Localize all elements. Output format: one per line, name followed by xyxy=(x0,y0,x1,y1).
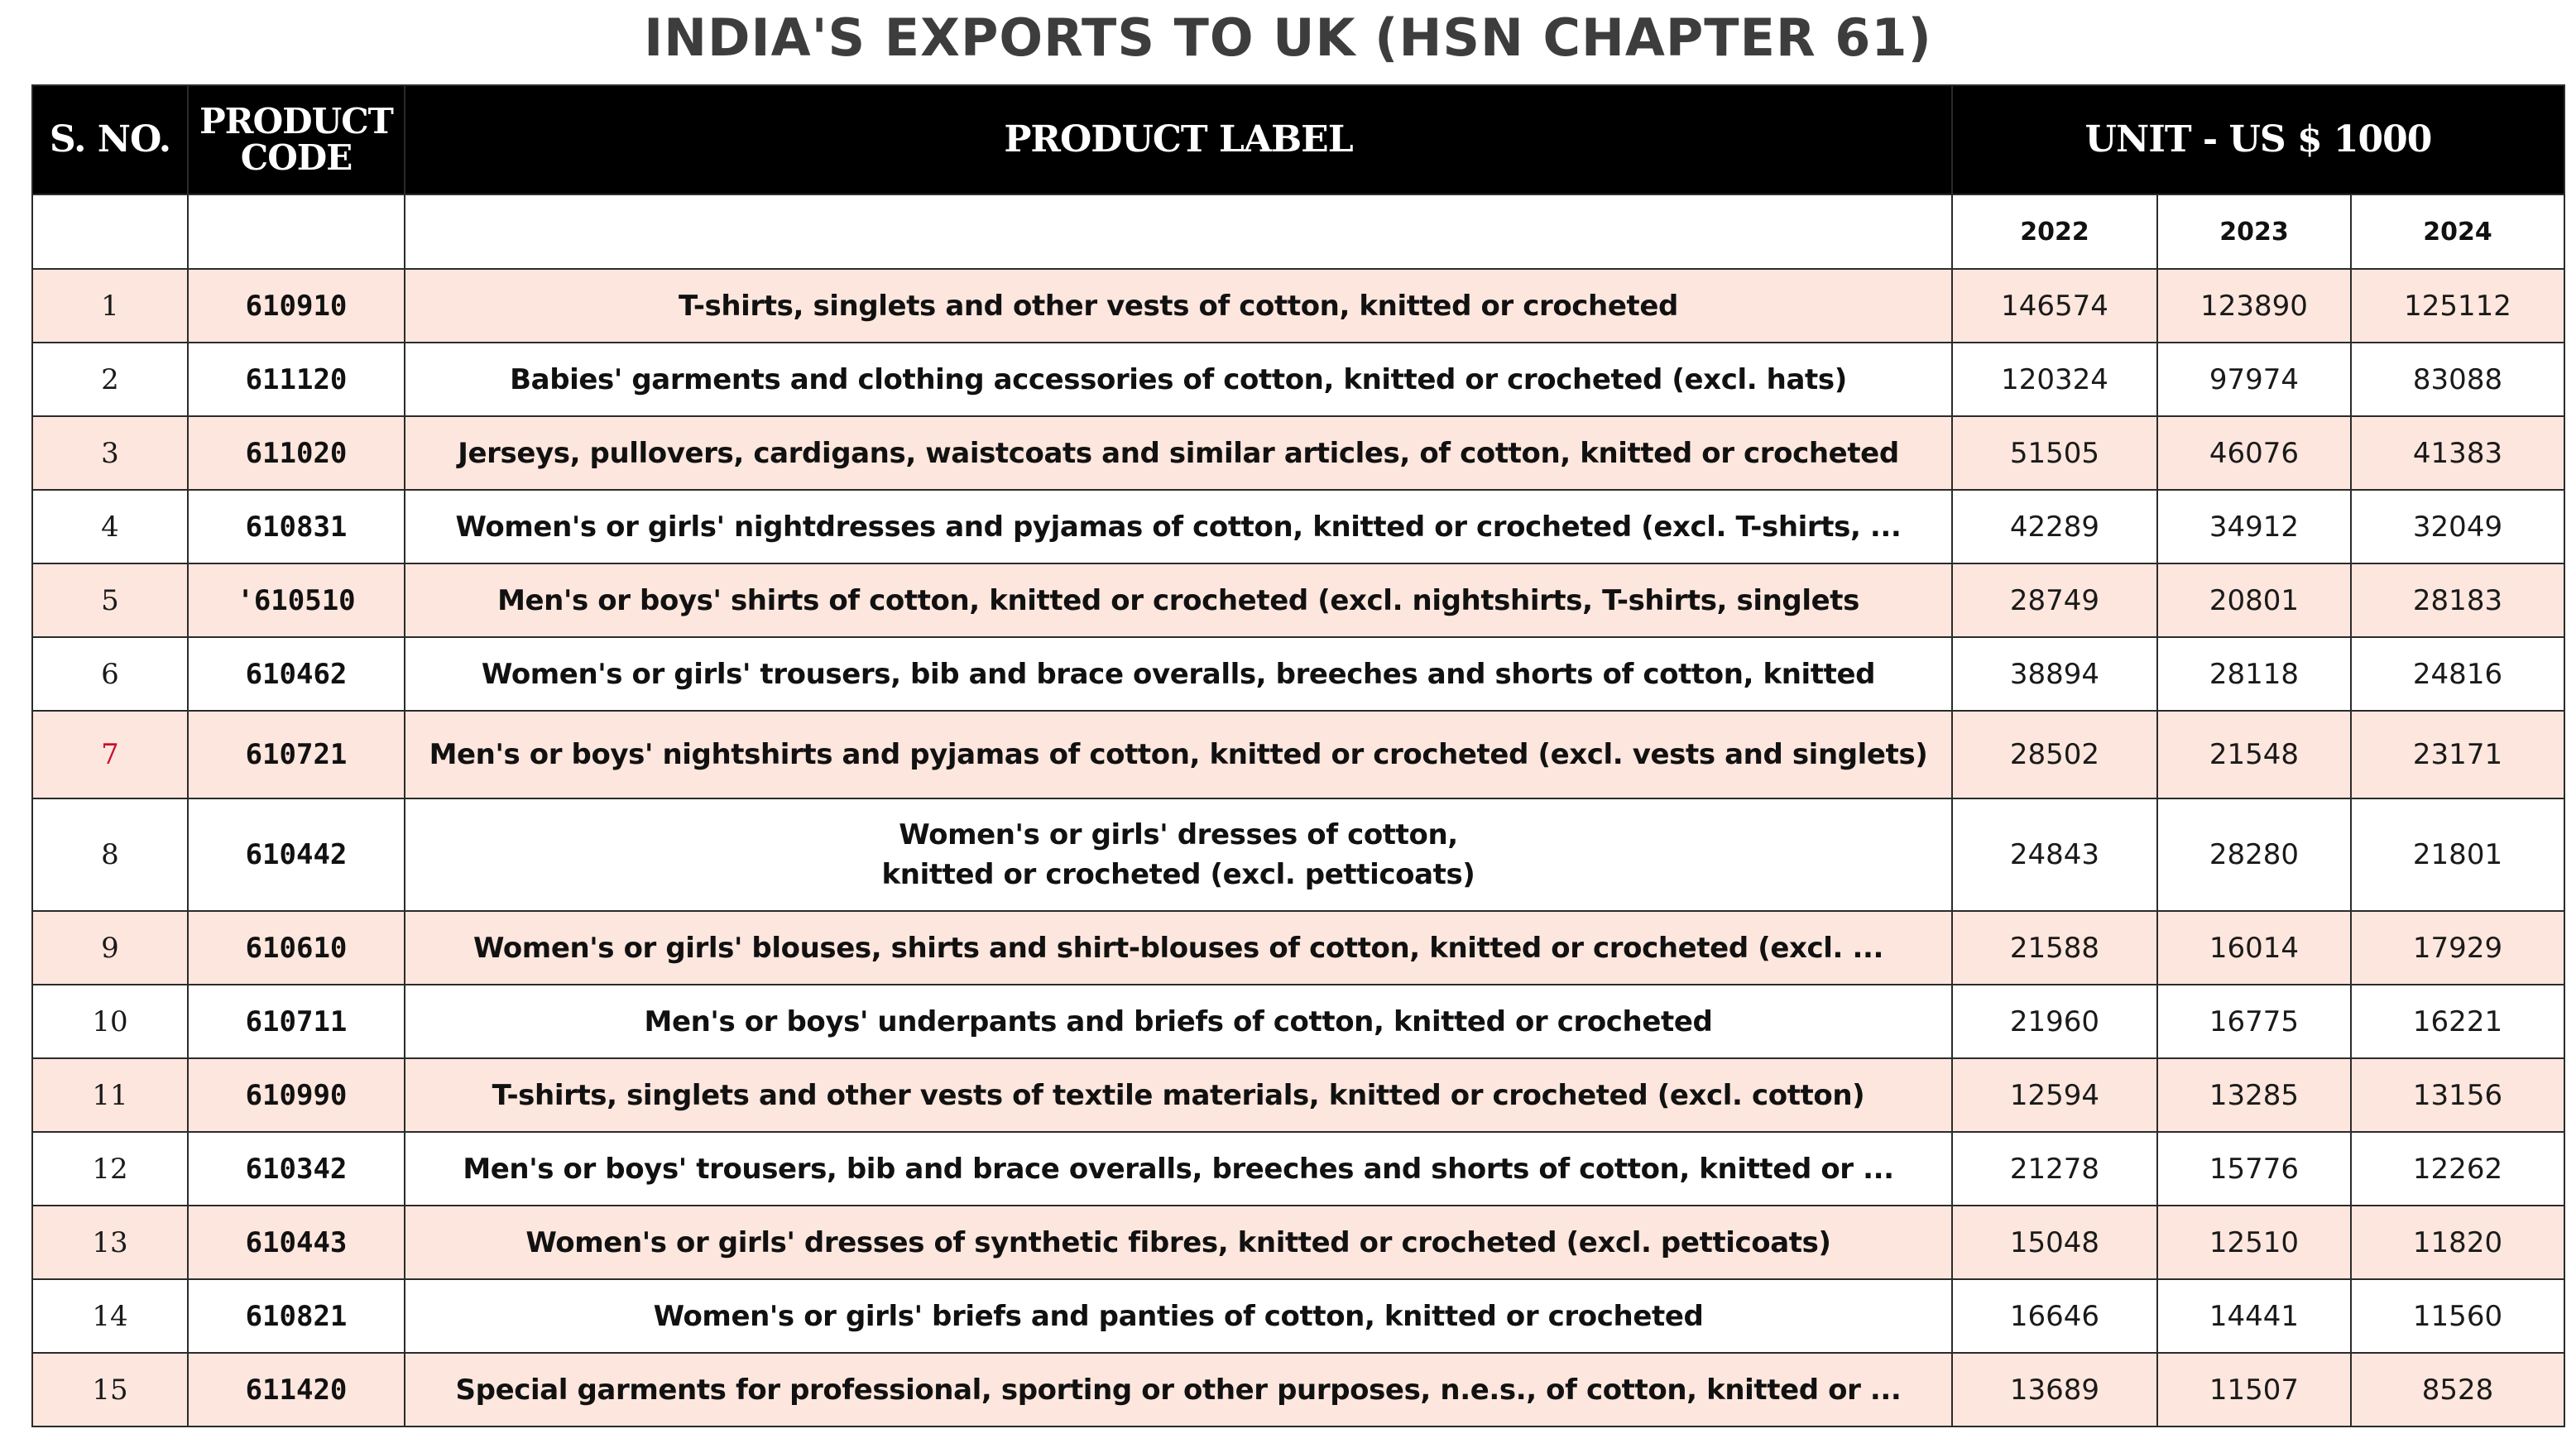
value-2024: 17929 xyxy=(2351,911,2564,985)
serial-number: 8 xyxy=(32,798,188,911)
product-code: 610821 xyxy=(188,1279,405,1353)
header-sno: S. NO. xyxy=(32,85,188,194)
value-2024: 83088 xyxy=(2351,343,2564,416)
serial-number: 11 xyxy=(32,1058,188,1132)
product-label-text: Women's or girls' dresses of cotton, knitted or crocheted (excl. petticoats) xyxy=(881,818,1475,891)
table-row xyxy=(32,985,2564,1058)
table-row xyxy=(32,1279,2564,1353)
product-label: Women's or girls' blouses, shirts and shirt-blouses of cotton, knitted or crocheted (excl. ... xyxy=(405,911,1952,985)
table-row xyxy=(32,911,2564,985)
value-2024: 28183 xyxy=(2351,563,2564,637)
serial-number: 13 xyxy=(32,1206,188,1279)
product-label: Women's or girls' nightdresses and pyjamas of cotton, knitted or crocheted (excl. T-shirts, ... xyxy=(405,490,1952,563)
value-2023: 16014 xyxy=(2157,911,2351,985)
value-2024: 23171 xyxy=(2351,711,2564,798)
value-2023: 13285 xyxy=(2157,1058,2351,1132)
serial-number: 6 xyxy=(32,637,188,711)
value-2023: 14441 xyxy=(2157,1279,2351,1353)
product-label: Women's or girls' trousers, bib and brace overalls, breeches and shorts of cotton, knitted xyxy=(405,637,1952,711)
value-2024: 12262 xyxy=(2351,1132,2564,1206)
product-code: 610462 xyxy=(188,637,405,711)
product-code: 610831 xyxy=(188,490,405,563)
product-label: T-shirts, singlets and other vests of textile materials, knitted or crocheted (excl. cotton) xyxy=(405,1058,1952,1132)
serial-number: 5 xyxy=(32,563,188,637)
value-2023: 12510 xyxy=(2157,1206,2351,1279)
product-label: T-shirts, singlets and other vests of cotton, knitted or crocheted xyxy=(405,269,1952,343)
table-row xyxy=(32,490,2564,563)
product-code: 610721 xyxy=(188,711,405,798)
value-2023: 28118 xyxy=(2157,637,2351,711)
value-2022: 28749 xyxy=(1952,563,2157,637)
value-2023: 34912 xyxy=(2157,490,2351,563)
product-label: Women's or girls' briefs and panties of cotton, knitted or crocheted xyxy=(405,1279,1952,1353)
serial-number: 10 xyxy=(32,985,188,1058)
year-header-2024: 2024 xyxy=(2351,194,2564,269)
product-code: 610910 xyxy=(188,269,405,343)
value-2022: 28502 xyxy=(1952,711,2157,798)
value-2023: 15776 xyxy=(2157,1132,2351,1206)
page-title: INDIA'S EXPORTS TO UK (HSN CHAPTER 61) xyxy=(644,7,1932,68)
serial-number: 3 xyxy=(32,416,188,490)
product-code: 611420 xyxy=(188,1353,405,1426)
year-header-blank xyxy=(188,194,405,269)
table-row xyxy=(32,416,2564,490)
product-label: Men's or boys' nightshirts and pyjamas of cotton, knitted or crocheted (excl. vests and singlets) xyxy=(405,711,1952,798)
value-2024: 16221 xyxy=(2351,985,2564,1058)
product-label: Men's or boys' underpants and briefs of cotton, knitted or crocheted xyxy=(405,985,1952,1058)
product-code: 610442 xyxy=(188,798,405,911)
value-2022: 21960 xyxy=(1952,985,2157,1058)
value-2022: 24843 xyxy=(1952,798,2157,911)
table-row xyxy=(32,1353,2564,1426)
product-code: 611120 xyxy=(188,343,405,416)
table-row xyxy=(32,563,2564,637)
serial-number: 2 xyxy=(32,343,188,416)
product-code: 610990 xyxy=(188,1058,405,1132)
value-2022: 146574 xyxy=(1952,269,2157,343)
product-label xyxy=(405,798,1952,911)
value-2022: 42289 xyxy=(1952,490,2157,563)
value-2024: 32049 xyxy=(2351,490,2564,563)
serial-number: 12 xyxy=(32,1132,188,1206)
product-code: 611020 xyxy=(188,416,405,490)
value-2024: 13156 xyxy=(2351,1058,2564,1132)
value-2022: 51505 xyxy=(1952,416,2157,490)
year-header-blank xyxy=(405,194,1952,269)
serial-number: 14 xyxy=(32,1279,188,1353)
product-code: 610711 xyxy=(188,985,405,1058)
value-2024: 8528 xyxy=(2351,1353,2564,1426)
value-2024: 11820 xyxy=(2351,1206,2564,1279)
year-header-blank xyxy=(32,194,188,269)
value-2024: 21801 xyxy=(2351,798,2564,911)
table-row xyxy=(32,343,2564,416)
product-label: Babies' garments and clothing accessories of cotton, knitted or crocheted (excl. hats) xyxy=(405,343,1952,416)
serial-number: 7 xyxy=(32,711,188,798)
value-2023: 28280 xyxy=(2157,798,2351,911)
product-label: Men's or boys' trousers, bib and brace overalls, breeches and shorts of cotton, knitted or ... xyxy=(405,1132,1952,1206)
value-2022: 15048 xyxy=(1952,1206,2157,1279)
year-header-2023: 2023 xyxy=(2157,194,2351,269)
serial-number: 4 xyxy=(32,490,188,563)
value-2024: 24816 xyxy=(2351,637,2564,711)
value-2023: 20801 xyxy=(2157,563,2351,637)
year-header-row xyxy=(32,194,2564,269)
product-label: Jerseys, pullovers, cardigans, waistcoats and similar articles, of cotton, knitted or crocheted xyxy=(405,416,1952,490)
product-label: Men's or boys' shirts of cotton, knitted or crocheted (excl. nightshirts, T-shirts, singlets xyxy=(405,563,1952,637)
value-2022: 21588 xyxy=(1952,911,2157,985)
serial-number: 15 xyxy=(32,1353,188,1426)
table-header-row xyxy=(32,85,2564,194)
value-2024: 41383 xyxy=(2351,416,2564,490)
year-header-2022: 2022 xyxy=(1952,194,2157,269)
serial-number: 1 xyxy=(32,269,188,343)
product-code: '610510 xyxy=(188,563,405,637)
value-2022: 21278 xyxy=(1952,1132,2157,1206)
serial-number: 9 xyxy=(32,911,188,985)
value-2022: 12594 xyxy=(1952,1058,2157,1132)
value-2022: 16646 xyxy=(1952,1279,2157,1353)
product-label: Women's or girls' dresses of synthetic fibres, knitted or crocheted (excl. petticoats) xyxy=(405,1206,1952,1279)
table-row xyxy=(32,1132,2564,1206)
value-2023: 21548 xyxy=(2157,711,2351,798)
table-row xyxy=(32,1206,2564,1279)
value-2024: 125112 xyxy=(2351,269,2564,343)
value-2024: 11560 xyxy=(2351,1279,2564,1353)
table-row xyxy=(32,1058,2564,1132)
table-row xyxy=(32,711,2564,798)
value-2023: 123890 xyxy=(2157,269,2351,343)
table-row xyxy=(32,269,2564,343)
table-row xyxy=(32,637,2564,711)
header-product-label: PRODUCT LABEL xyxy=(405,85,1952,194)
value-2023: 16775 xyxy=(2157,985,2351,1058)
value-2022: 13689 xyxy=(1952,1353,2157,1426)
value-2023: 46076 xyxy=(2157,416,2351,490)
product-label: Special garments for professional, sporting or other purposes, n.e.s., of cotton, knitted or ... xyxy=(405,1353,1952,1426)
product-code: 610610 xyxy=(188,911,405,985)
header-product-code: PRODUCT CODE xyxy=(188,85,405,194)
value-2022: 38894 xyxy=(1952,637,2157,711)
product-code: 610342 xyxy=(188,1132,405,1206)
product-code: 610443 xyxy=(188,1206,405,1279)
table-row xyxy=(32,798,2564,911)
exports-table xyxy=(31,84,2565,1427)
value-2023: 11507 xyxy=(2157,1353,2351,1426)
value-2022: 120324 xyxy=(1952,343,2157,416)
header-unit: UNIT - US $ 1000 xyxy=(1952,85,2564,194)
value-2023: 97974 xyxy=(2157,343,2351,416)
